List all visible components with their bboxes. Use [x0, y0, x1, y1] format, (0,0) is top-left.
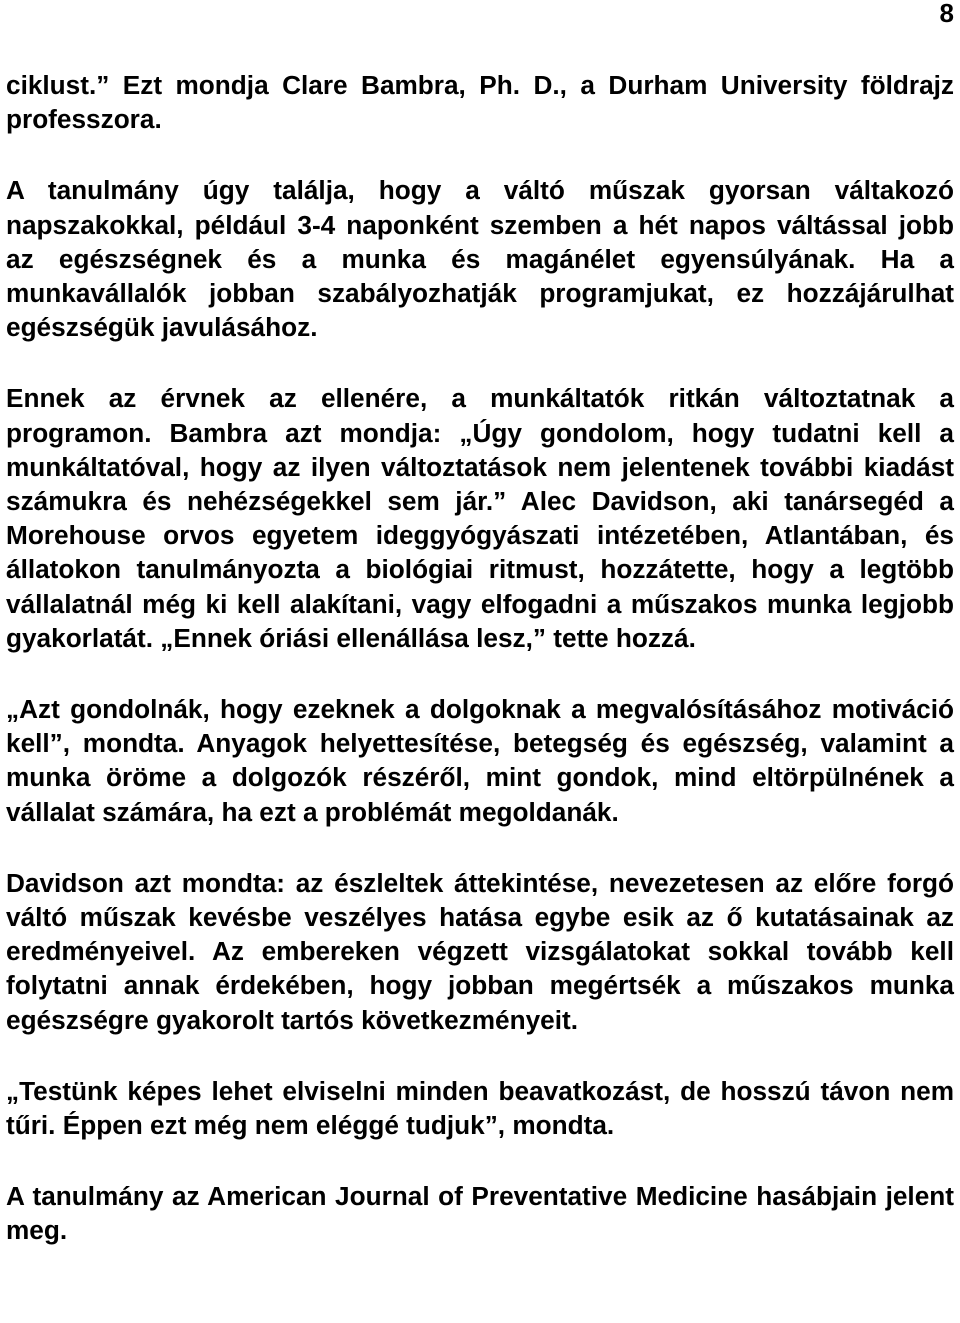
paragraph-4: „Azt gondolnák, hogy ezeknek a dolgoknak a megvalósításához motiváció kell”, mondta. Anyagok helyettesítése, betegség és egészség, valamint a munka öröme a dolgozók részéről, mint gondok, mind eltörpülnének a vállalat számára, ha ezt a problémát megoldanák.	[6, 694, 954, 827]
paragraph-6: „Testünk képes lehet elviselni minden beavatkozást, de hosszú távon nem tűri. Éppen ezt még nem eléggé tudjuk”, mondta.	[6, 1075, 954, 1141]
paragraph-1: ciklust.” Ezt mondja Clare Bambra, Ph. D., a Durham University földrajz professzora.	[6, 70, 954, 135]
document-body	[6, 68, 954, 1285]
paragraph-7: A tanulmány az American Journal of Preventative Medicine hasábjain jelent meg.	[6, 1181, 954, 1246]
paragraph-5: Davidson azt mondta: az észleltek áttekintése, nevezetesen az előre forgó váltó műszak kevésbe veszélyes hatása egybe esik az ő kutatásainak az eredményeivel. Az embereken végzett vizsgálatokat sokkal tovább kell folytatni annak érdekében, hogy jobban megértsék a műszakos munka egészségre gyakorolt tartós következményeit.	[6, 867, 954, 1035]
paragraph-2: A tanulmány úgy találja, hogy a váltó műszak gyorsan váltakozó napszakokkal, például 3-4 naponként szemben a hét napos váltással jobb az egészségnek és a munka és magánélet egyensúlyának. Ha a munkavállalók jobban szabályozhatják programjukat, ez hozzájárulhat egészségük javulásához.	[6, 175, 954, 343]
paragraph-3: Ennek az érvnek az ellenére, a munkáltatók ritkán változtatnak a programon. Bambra azt mondja: „Úgy gondolom, hogy tudatni kell a munkáltatóval, hogy az ilyen változtatások nem jelentenek további kiadást számukra és nehézségekkel sem jár.” Alec Davidson, aki tanársegéd a Morehouse orvos egyetem ideggyógyászati intézetében, Atlantában, és állatokon tanulmányozta a biológiai ritmust, hozzátette, hogy a legtöbb vállalatnál még ki kell alakítani, vagy elfogadni a műszakos munka legjobb gyakorlatát. „Ennek óriási ellenállása lesz,” tette hozzá.	[6, 383, 954, 653]
page-number: 8	[939, 0, 954, 28]
